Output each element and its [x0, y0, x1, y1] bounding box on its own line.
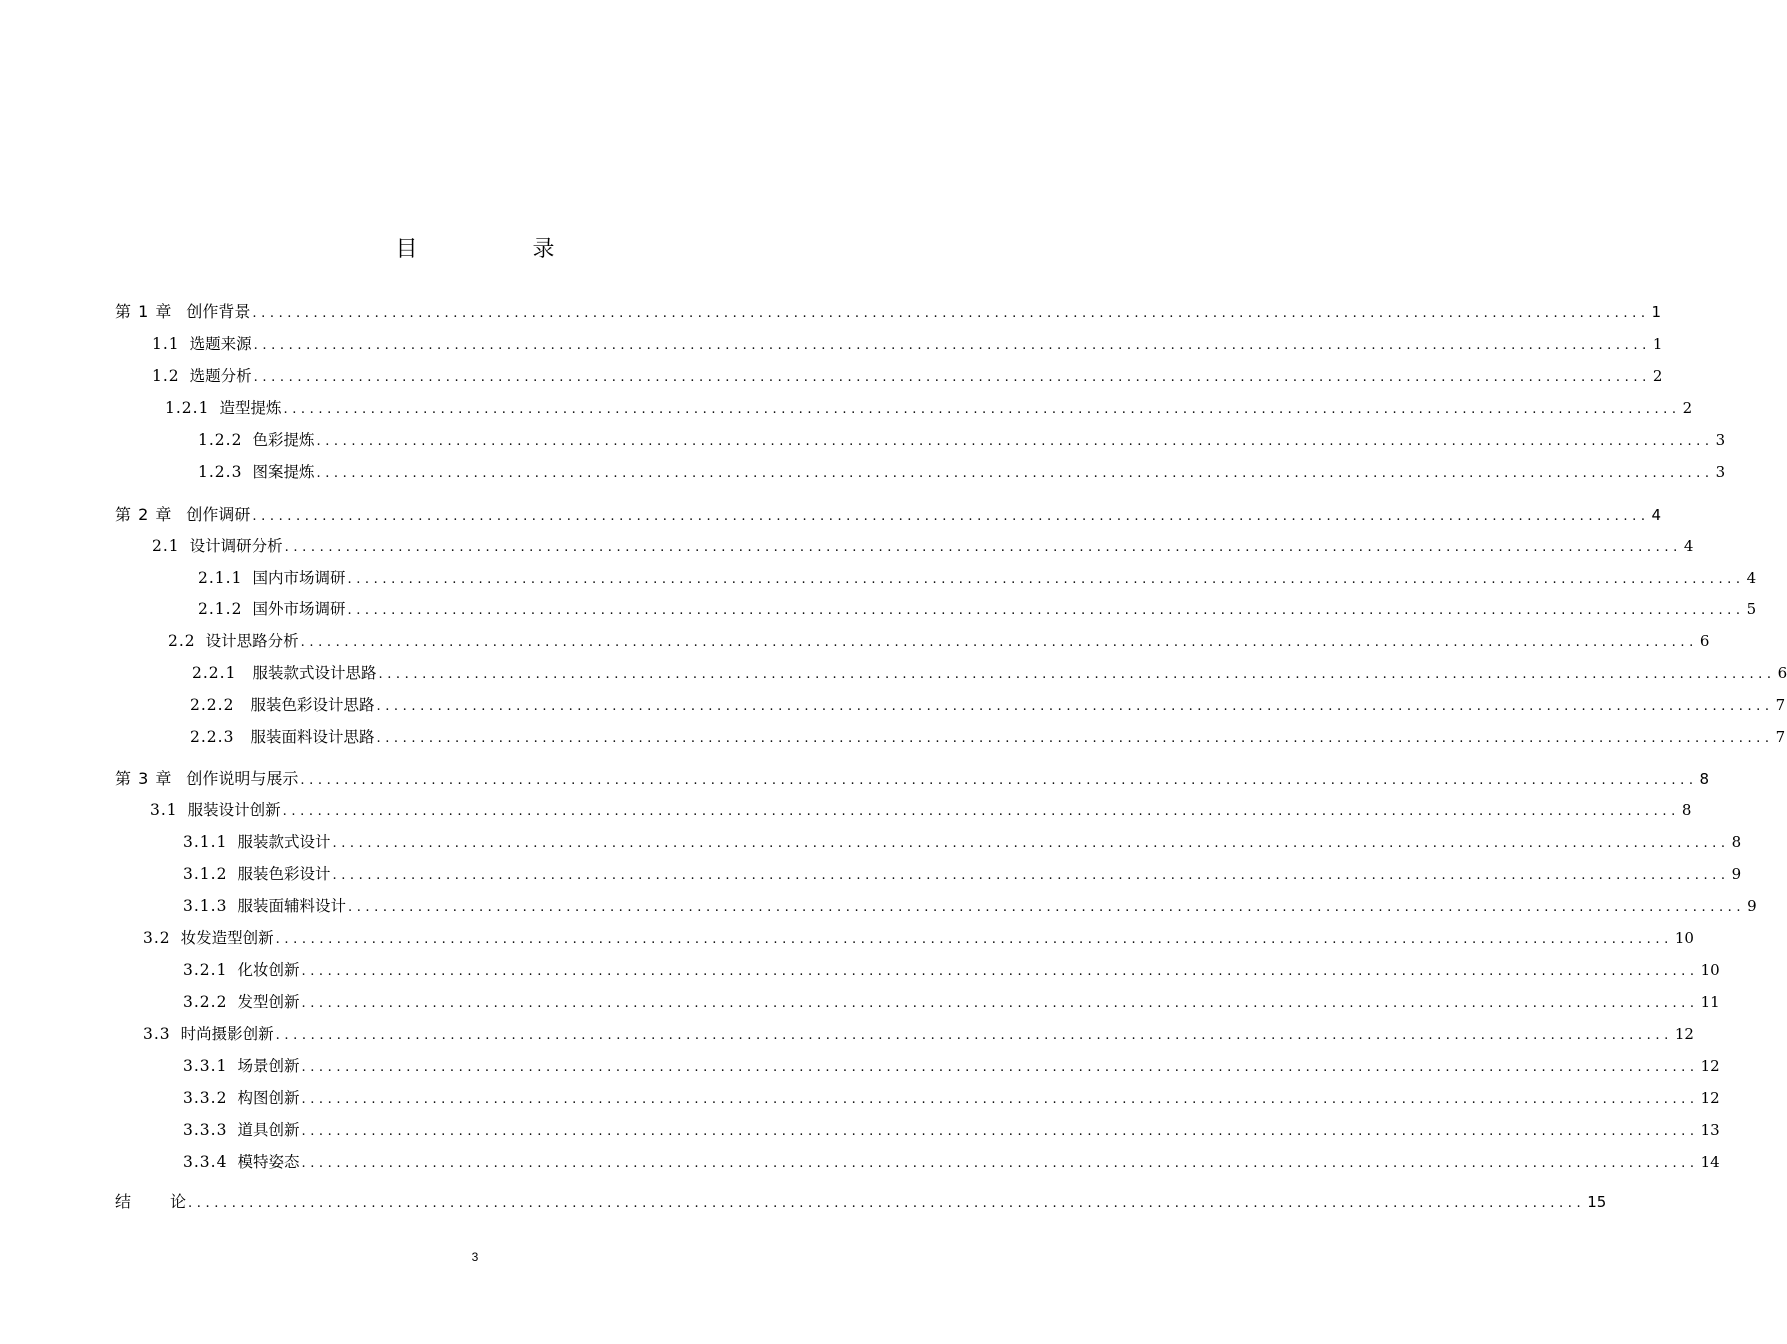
toc-entry-text: 创作调研	[186, 505, 251, 524]
toc-dot-leader: ................................................................................................................................................................	[347, 572, 1745, 587]
toc-entry-page: 2	[1652, 367, 1663, 385]
toc-entry[interactable]	[183, 990, 1720, 1014]
toc-entry-page: 6	[1777, 664, 1787, 682]
toc-entry[interactable]	[143, 1022, 1694, 1046]
toc-entry-label	[198, 597, 345, 621]
toc-entry-number: 3.1.1	[183, 833, 228, 851]
toc-dot-leader: ................................................................................................................................................................	[300, 635, 1698, 650]
toc-entry-text: 时尚摄影创新	[180, 1025, 274, 1043]
toc-entry-text: 选题来源	[189, 335, 252, 353]
toc-entry[interactable]	[183, 1054, 1720, 1078]
toc-entry-page: 12	[1700, 1089, 1720, 1107]
toc-entry-text: 服装色彩设计思路	[250, 696, 375, 714]
toc-entry-text: 妆发造型创新	[180, 929, 274, 947]
toc-entry[interactable]	[183, 958, 1720, 982]
toc-entry-number: 3.3.2	[183, 1089, 228, 1107]
toc-entry-page: 10	[1674, 929, 1694, 947]
toc-dot-leader: ................................................................................................................................................................	[253, 338, 1651, 353]
toc-entry-label	[198, 566, 345, 590]
toc-entry-label	[183, 1054, 299, 1078]
toc-entry-label	[183, 1118, 299, 1142]
toc-entry-text: 设计思路分析	[205, 632, 299, 650]
toc-entry-text: 色彩提炼	[252, 431, 315, 449]
toc-dot-leader: ................................................................................................................................................................	[300, 773, 1698, 788]
toc-entry[interactable]	[152, 534, 1694, 558]
toc-entry-label	[115, 1190, 186, 1214]
toc-entry-text: 发型创新	[237, 993, 300, 1011]
toc-dot-leader: ................................................................................................................................................................	[316, 466, 1714, 481]
toc-dot-leader: ................................................................................................................................................................	[378, 667, 1776, 682]
toc-entry-number: 2.2.1	[192, 664, 237, 682]
toc-entry[interactable]	[190, 693, 1786, 717]
toc-entry-text: 论	[170, 1192, 187, 1211]
toc-entry-page: 3	[1715, 463, 1726, 481]
toc-entry-number: 3.1.2	[183, 865, 228, 883]
toc-entry-page: 5	[1746, 600, 1757, 618]
toc-entry[interactable]	[183, 1118, 1720, 1142]
toc-entry-page: 2	[1682, 399, 1693, 417]
toc-entry-number: 3.3	[143, 1025, 171, 1043]
toc-entry-text: 模特姿态	[237, 1153, 300, 1171]
toc-entry-page: 14	[1700, 1153, 1720, 1171]
toc-dot-leader: ................................................................................................................................................................	[253, 370, 1651, 385]
toc-entry-label	[183, 958, 299, 982]
toc-entry[interactable]	[183, 830, 1742, 854]
toc-entry-label	[150, 798, 281, 822]
toc-entry-number: 3.1.3	[183, 897, 228, 915]
toc-entry-number: 3.2.2	[183, 993, 228, 1011]
toc-entry-label	[192, 661, 376, 685]
toc-entry-label	[152, 534, 283, 558]
toc-entry-number: 1.2.3	[198, 463, 243, 481]
toc-entry-page: 8	[1731, 833, 1742, 851]
toc-entry-text: 构图创新	[237, 1089, 300, 1107]
toc-dot-leader: ................................................................................................................................................................	[275, 932, 1673, 947]
toc-entry-label	[198, 428, 314, 452]
toc-entry[interactable]	[152, 364, 1663, 388]
toc-entry-label	[183, 830, 330, 854]
toc-entry-label	[183, 1086, 299, 1110]
toc-entry-label	[183, 990, 299, 1014]
toc-entry-label	[152, 364, 252, 388]
toc-entry-text: 图案提炼	[252, 463, 315, 481]
toc-entry[interactable]	[115, 1190, 1607, 1214]
toc-entry-label	[190, 725, 374, 749]
toc-entry-text: 化妆创新	[237, 961, 300, 979]
toc-entry-text: 造型提炼	[219, 399, 282, 417]
toc-entry[interactable]	[190, 725, 1786, 749]
toc-dot-leader: ................................................................................................................................................................	[376, 731, 1774, 746]
toc-dot-leader: ................................................................................................................................................................	[316, 434, 1714, 449]
toc-entry-number: 结	[115, 1192, 133, 1211]
toc-entry[interactable]	[198, 566, 1757, 590]
toc-entry-number: 1.2.1	[165, 399, 210, 417]
toc-entry-label	[183, 894, 346, 918]
toc-entry-page: 4	[1683, 537, 1694, 555]
toc-dot-leader: ................................................................................................................................................................	[275, 1028, 1673, 1043]
toc-entry-label	[143, 926, 274, 950]
toc-dot-leader: ................................................................................................................................................................	[301, 996, 1699, 1011]
toc-dot-leader: ................................................................................................................................................................	[188, 1196, 1586, 1211]
toc-entry-number: 1.2	[152, 367, 180, 385]
toc-dot-leader: ................................................................................................................................................................	[301, 964, 1699, 979]
toc-entry[interactable]	[192, 661, 1787, 685]
toc-entry-number: 2.1	[152, 537, 180, 555]
toc-entry-text: 场景创新	[237, 1057, 300, 1075]
toc-entry-number: 第 1 章	[115, 302, 173, 321]
toc-entry-number: 第 2 章	[115, 505, 173, 524]
toc-entry-number: 3.2	[143, 929, 171, 947]
toc-entry-page: 8	[1699, 770, 1710, 788]
toc-entry[interactable]	[183, 862, 1742, 886]
toc-entry-page: 4	[1651, 506, 1662, 524]
toc-entry-text: 服装款式设计	[237, 833, 331, 851]
toc-entry-page: 12	[1674, 1025, 1694, 1043]
toc-entry-text: 服装面辅料设计	[237, 897, 346, 915]
toc-entry-page: 13	[1700, 1121, 1720, 1139]
toc-entry-number: 3.2.1	[183, 961, 228, 979]
toc-entry-text: 选题分析	[189, 367, 252, 385]
toc-entry-label	[152, 332, 252, 356]
toc-entry-page: 7	[1775, 696, 1786, 714]
toc-entry-page: 9	[1731, 865, 1742, 883]
toc-entry[interactable]	[152, 332, 1663, 356]
toc-entry-number: 1.1	[152, 335, 180, 353]
toc-entry[interactable]	[115, 300, 1662, 324]
toc-entry[interactable]	[183, 1150, 1720, 1174]
toc-dot-leader: ................................................................................................................................................................	[347, 900, 1746, 915]
toc-dot-leader: ................................................................................................................................................................	[376, 699, 1774, 714]
toc-dot-leader: ................................................................................................................................................................	[284, 540, 1682, 555]
toc-dot-leader: ................................................................................................................................................................	[252, 509, 1650, 524]
toc-entry-number: 2.1.1	[198, 569, 243, 587]
toc-entry-number: 第 3 章	[115, 769, 173, 788]
toc-entry-label	[115, 300, 250, 324]
toc-entry-text: 服装色彩设计	[237, 865, 331, 883]
toc-entry-page: 11	[1700, 993, 1720, 1011]
toc-entry-label	[143, 1022, 274, 1046]
toc-entry-text: 创作背景	[186, 302, 251, 321]
toc-entry-label	[183, 862, 330, 886]
toc-entry-page: 1	[1652, 335, 1663, 353]
toc-entry[interactable]	[115, 503, 1662, 527]
toc-entry-text: 服装设计创新	[187, 801, 281, 819]
toc-entry-page: 8	[1681, 801, 1692, 819]
toc-entry-page: 10	[1700, 961, 1720, 979]
toc-entry-number: 2.2	[168, 632, 196, 650]
toc-entry-label	[115, 767, 298, 791]
toc-dot-leader: ................................................................................................................................................................	[282, 804, 1680, 819]
toc-dot-leader: ................................................................................................................................................................	[301, 1156, 1699, 1171]
toc-entry-label	[198, 460, 314, 484]
toc-entry-number: 2.1.2	[198, 600, 243, 618]
toc-entry-number: 3.3.1	[183, 1057, 228, 1075]
toc-entry-label	[190, 693, 374, 717]
toc-entry-page: 9	[1747, 897, 1757, 915]
toc-entry-page: 15	[1587, 1193, 1607, 1211]
toc-entry-page: 7	[1775, 728, 1786, 746]
toc-entry-label	[115, 503, 250, 527]
toc-entry-text: 服装款式设计思路	[252, 664, 377, 682]
toc-entry[interactable]	[183, 1086, 1720, 1110]
toc-entry-number: 3.3.4	[183, 1153, 228, 1171]
toc-dot-leader: ................................................................................................................................................................	[332, 868, 1730, 883]
toc-entry-page: 1	[1651, 303, 1662, 321]
toc-entry[interactable]	[143, 926, 1694, 950]
page-number: 3	[471, 1250, 479, 1264]
toc-entry-page: 12	[1700, 1057, 1720, 1075]
toc-entry-text: 道具创新	[237, 1121, 300, 1139]
toc-dot-leader: ................................................................................................................................................................	[347, 603, 1745, 618]
toc-entry-number: 2.2.2	[190, 696, 235, 714]
toc-dot-leader: ................................................................................................................................................................	[301, 1060, 1699, 1075]
toc-entry-number: 1.2.2	[198, 431, 243, 449]
toc-entry[interactable]	[198, 428, 1726, 452]
toc-entry-page: 4	[1746, 569, 1757, 587]
toc-dot-leader: ................................................................................................................................................................	[283, 402, 1681, 417]
toc-entry-text: 创作说明与展示	[186, 769, 299, 788]
toc-dot-leader: ................................................................................................................................................................	[301, 1092, 1699, 1107]
toc-entry[interactable]	[150, 798, 1692, 822]
toc-title: 目 录	[395, 237, 609, 262]
toc-dot-leader: ................................................................................................................................................................	[252, 306, 1650, 321]
toc-entry-text: 国内市场调研	[252, 569, 346, 587]
toc-dot-leader: ................................................................................................................................................................	[332, 836, 1730, 851]
toc-entry-number: 2.2.3	[190, 728, 235, 746]
toc-entry[interactable]	[198, 460, 1726, 484]
toc-entry-page: 3	[1715, 431, 1726, 449]
toc-entry-label	[168, 629, 299, 653]
toc-entry-label	[183, 1150, 299, 1174]
toc-entry[interactable]	[115, 767, 1710, 791]
toc-entry-text: 服装面料设计思路	[250, 728, 375, 746]
toc-dot-leader: ................................................................................................................................................................	[301, 1124, 1699, 1139]
toc-entry-number: 3.3.3	[183, 1121, 228, 1139]
toc-entry-number: 3.1	[150, 801, 178, 819]
toc-entry-text: 设计调研分析	[189, 537, 283, 555]
toc-entry[interactable]	[183, 894, 1757, 918]
toc-entry[interactable]	[198, 597, 1757, 621]
toc-entry-label	[165, 396, 281, 420]
toc-entry-text: 国外市场调研	[252, 600, 346, 618]
toc-entry[interactable]	[165, 396, 1693, 420]
toc-entry[interactable]	[168, 629, 1710, 653]
toc-entry-page: 6	[1699, 632, 1710, 650]
